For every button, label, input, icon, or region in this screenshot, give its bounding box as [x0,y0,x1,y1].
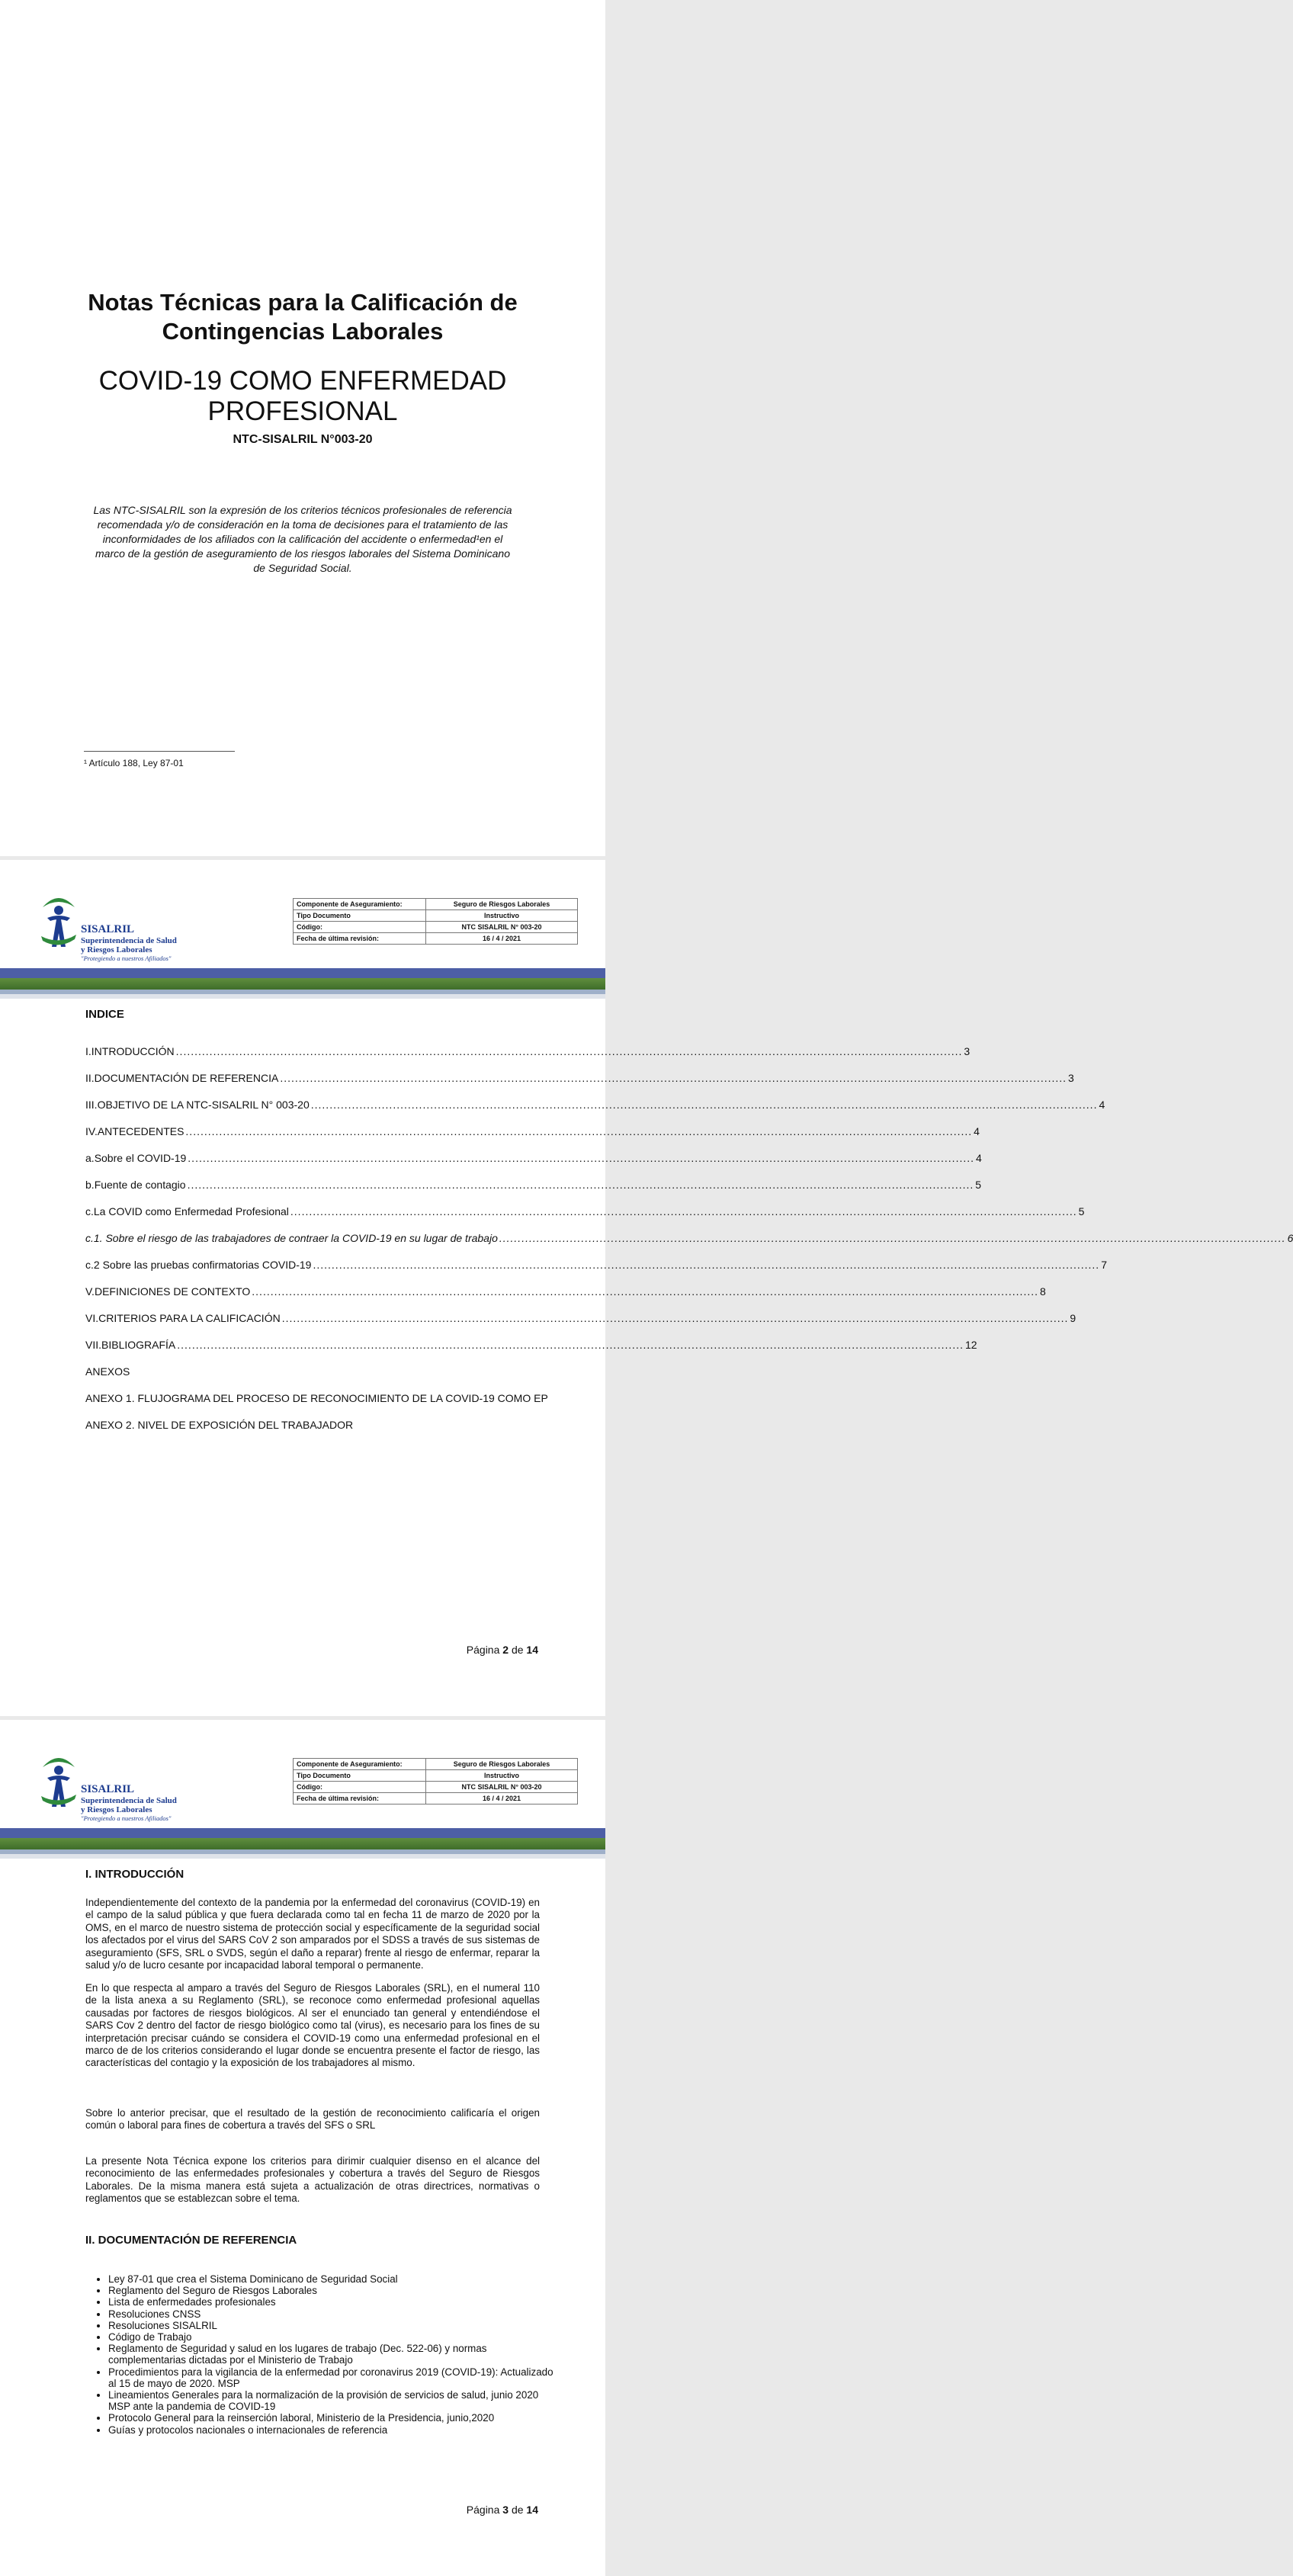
annex-entry[interactable]: ANEXO 2. NIVEL DE EXPOSICIÓN DEL TRABAJADOR [85,1419,354,1431]
section-title-references: II. DOCUMENTACIÓN DE REFERENCIA [85,2234,297,2247]
toc-number: b. [85,1179,95,1191]
logo-name: SISALRIL [81,1783,135,1795]
info-value: NTC SISALRIL N° 003-20 [426,922,578,933]
toc-page: 4 [1099,1099,1105,1111]
toc-entry[interactable] [85,1164,982,1191]
info-label: Componente de Aseguramiento: [294,899,426,910]
page-number-total: 14 [526,2504,538,2516]
toc-label: OBJETIVO DE LA NTC-SISALRIL N° 003-20 [97,1099,310,1111]
sisalril-logo-icon [40,890,78,951]
info-label: Fecha de última revisión: [294,1793,426,1804]
toc-page: 6 [1287,1232,1293,1244]
table-row [294,933,578,945]
logo-slogan: "Protegiendo a nuestros Afiliados" [81,954,172,962]
toc-number: V. [85,1285,95,1298]
list-item: • Reglamento del Seguro de Riesgos Laborales [108,2285,555,2296]
footnote-divider [84,751,235,752]
toc-entry[interactable] [85,1271,1046,1298]
toc-page: 5 [1078,1205,1085,1217]
logo-line-1: Superintendencia de Salud [81,1796,177,1805]
info-value: Seguro de Riesgos Laborales [426,1759,578,1770]
logo-name: SISALRIL [81,923,135,935]
info-label: Fecha de última revisión: [294,933,426,945]
sisalril-logo-icon [40,1750,78,1811]
paragraph: Independientemente del contexto de la pandemia por la enfermedad del coronavirus (COVID-19) en el campo de la salud pública y que fuera declarada como tal en fecha 11 de marzo de 2020 por la OMS, en el marco de nuestro sistema de protección social y específicamente de la seguridad social los afectados por el virus del SARS CoV 2 son amparados por el SDSS a través de sus sistemas de aseguramiento (SFS, SRL o SVDS, según el daño a reparar) frente al riesgo de enfermar, reparar la salud y/o de lucro cesante por incapacidad laboral temporal o permanente. [85,1897,540,1971]
logo-line-2: y Riesgos Laborales [81,945,152,954]
toc-label: c.1. Sobre el riesgo de las trabajadores de contraer la COVID-19 en su lugar de trabajo [85,1232,498,1244]
annex-heading: ANEXOS [85,1365,130,1378]
list-item: • Resoluciones SISALRIL [108,2320,555,2331]
info-value: 16 / 4 / 2021 [426,1793,578,1804]
table-row [294,1759,578,1770]
toc-number: III. [85,1099,98,1111]
info-label: Código: [294,922,426,933]
toc-label: ANTECEDENTES [97,1125,184,1137]
toc-label: La COVID como Enfermedad Profesional [93,1205,289,1217]
toc-page: 4 [976,1152,982,1164]
toc-label: BIBLIOGRAFÍA [101,1339,176,1351]
paragraph: En lo que respecta al amparo a través del Seguro de Riesgos Laborales (SRL), en el numeral 110 de la lista anexa a su Reglamento (SRL), se reconoce como enfermedad profesional aquellas causadas por factores de riesgos biológicos. Al ser el enunciado tan general y entendiéndose el SARS Cov 2 dentro del factor de riesgo biológico como tal (virus), es necesario para los fines de su interpretación precisar cuándo se considera el COVID-19 como una enfermedad profesional en el marco de de los criterios considerando el lugar donde se encuentra presente el factor de riesgo, las características del contagio y la exposición de los trabajadores al mismo. [85,1982,540,2069]
toc-page: 9 [1070,1312,1076,1324]
toc-entry[interactable] [85,1298,1076,1324]
table-row [294,1782,578,1793]
page-header [0,860,605,1009]
header-color-band [0,1828,605,1860]
list-item: • Guías y protocolos nacionales o internacionales de referencia [108,2424,555,2436]
introduction-page [0,1720,605,2576]
toc-page: 7 [1101,1259,1107,1271]
toc-page: 5 [975,1179,982,1191]
toc-label: Fuente de contagio [94,1179,186,1191]
toc-label: INTRODUCCIÓN [91,1045,175,1057]
list-item: • Protocolo General para la reinserción laboral, Ministerio de la Presidencia, junio,2020 [108,2412,555,2424]
info-label: Tipo Documento [294,1770,426,1782]
index-title: INDICE [85,1008,124,1021]
toc-entry[interactable] [85,1324,977,1351]
logo-line-1: Superintendencia de Salud [81,936,177,945]
toc-number: II. [85,1072,95,1084]
page-number-current: 2 [502,1644,509,1656]
index-page [0,860,1293,1716]
info-value: Instructivo [426,1770,578,1782]
list-item: • Reglamento de Seguridad y salud en los lugares de trabajo (Dec. 522-06) y normas complementarias dictadas por el Ministerio de Trabajo [108,2343,555,2366]
document-info-table [293,898,578,945]
logo-slogan: "Protegiendo a nuestros Afiliados" [81,1814,172,1822]
toc-number: a. [85,1152,95,1164]
toc-number: I. [85,1045,91,1057]
toc-page: 8 [1040,1285,1046,1298]
toc-number: c. [85,1205,94,1217]
list-item: • Resoluciones CNSS [108,2308,555,2320]
page-number [467,1644,538,1656]
page-number-prefix: Página [466,1644,503,1656]
references-list [85,2273,555,2436]
document-title: Notas Técnicas para la Calificación de Contingencias Laborales [88,289,518,345]
toc-entry[interactable] [85,1244,1107,1271]
info-label: Tipo Documento [294,910,426,922]
footnote: ¹ Artículo 188, Ley 87-01 [84,758,184,768]
list-item: • Lista de enfermedades profesionales [108,2296,555,2308]
page-number-total: 14 [526,1644,538,1656]
paragraph: La presente Nota Técnica expone los criterios para dirimir cualquier disenso en el alcance del reconocimiento de las enfermedades profesionales y cobertura a través del Seguro de Riesgos Laborales. De la misma manera está sujeta a actualización de otras directrices, normativas o reglamentos que se establezcan sobre el tema. [85,2155,540,2205]
toc-number: VI. [85,1312,99,1324]
toc-label: Sobre el COVID-19 [94,1152,187,1164]
list-item: • Lineamientos Generales para la normalización de la provisión de servicios de salud, junio 2020 MSP ante la pandemia de COVID-19 [108,2389,555,2412]
toc-page: 12 [964,1339,977,1351]
document-info-table [293,1758,578,1804]
toc-entry[interactable] [85,1111,980,1137]
page-number-prefix: Página [466,2504,503,2516]
info-value: 16 / 4 / 2021 [426,933,578,945]
page-number-separator: de [509,2504,527,2516]
toc-entry[interactable] [85,1084,1105,1111]
toc-label: c.2 Sobre las pruebas confirmatorias COVID-19 [85,1259,312,1271]
table-row [294,1770,578,1782]
toc-label: DEFINICIONES DE CONTEXTO [94,1285,251,1298]
table-row [294,922,578,933]
paragraph: Sobre lo anterior precisar, que el resultado de la gestión de reconocimiento calificaría el origen común o laboral para fines de cobertura a través del SFS o SRL [85,2107,540,2132]
toc-entry[interactable] [85,1191,1085,1217]
info-value: Instructivo [426,910,578,922]
page-number [467,2504,538,2516]
header-color-band [0,968,605,1000]
sisalril-logo [40,1750,223,1822]
toc-label: CRITERIOS PARA LA CALIFICACIÓN [98,1312,281,1324]
logo-line-2: y Riesgos Laborales [81,1805,152,1814]
annex-entry[interactable]: ANEXO 1. FLUJOGRAMA DEL PROCESO DE RECONOCIMIENTO DE LA COVID-19 COMO EP [85,1392,548,1404]
list-item: • Procedimientos para la vigilancia de la enfermedad por coronavirus 2019 (COVID-19): Actualizado al 15 de mayo de 2020. MSP [108,2366,555,2389]
toc-page: 3 [1068,1072,1074,1084]
toc-entry[interactable] [85,1057,1074,1084]
table-of-contents [85,1031,1293,1431]
document-code: NTC-SISALRIL N°003-20 [233,433,373,446]
table-row [294,1793,578,1804]
toc-label: DOCUMENTACIÓN DE REFERENCIA [94,1072,279,1084]
section-title-introduction: I. INTRODUCCIÓN [85,1868,184,1881]
info-value: NTC SISALRIL N° 003-20 [426,1782,578,1793]
table-row [294,910,578,922]
cover-page [0,0,605,856]
toc-page: 4 [974,1125,980,1137]
toc-page: 3 [964,1045,971,1057]
list-item: • Ley 87-01 que crea el Sistema Dominicano de Seguridad Social [108,2273,555,2285]
info-label: Componente de Aseguramiento: [294,1759,426,1770]
toc-entry[interactable] [85,1031,971,1057]
info-value: Seguro de Riesgos Laborales [426,899,578,910]
page-header [0,1720,605,1869]
table-row [294,899,578,910]
toc-number: IV. [85,1125,98,1137]
list-item: • Código de Trabajo [108,2331,555,2343]
page-number-current: 3 [502,2504,509,2516]
toc-number: VII. [85,1339,102,1351]
toc-entry[interactable] [85,1217,1293,1244]
info-label: Código: [294,1782,426,1793]
toc-entry[interactable] [85,1137,982,1164]
sisalril-logo [40,890,223,962]
page-number-separator: de [509,1644,527,1656]
document-subtitle: COVID-19 COMO ENFERMEDAD PROFESIONAL [98,366,507,426]
document-intro: Las NTC-SISALRIL son la expresión de los criterios técnicos profesionales de referencia recomendada y/o de consideración en la toma de decisiones para el tratamiento de las inconformidades de los afiliados con la calificación del accidente o enfermedad¹en el marco de la gestión de aseguramiento de los riesgos laborales del Sistema Dominicano de Seguridad Social. [93,504,512,574]
